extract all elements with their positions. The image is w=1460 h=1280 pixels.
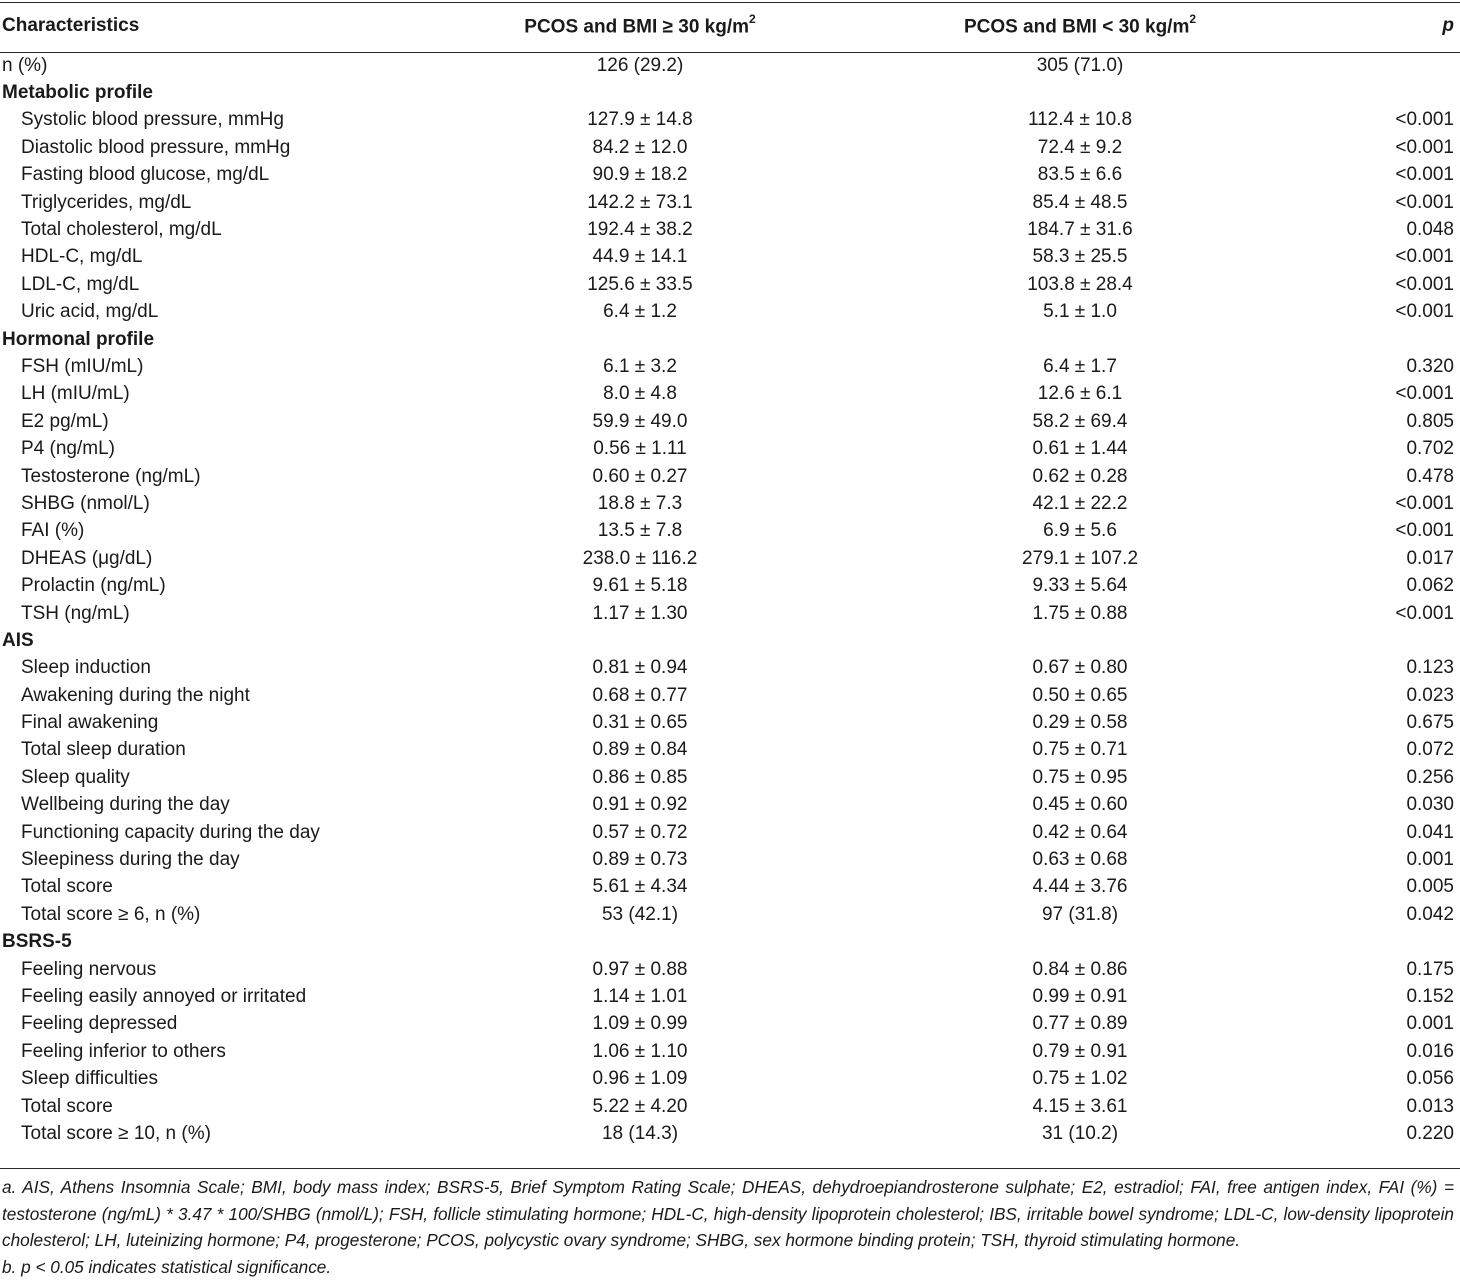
- header-bmi-high: PCOS and BMI ≥ 30 $kg/m^2$: [420, 0, 860, 52]
- value-bmi-high: 0.60 ± 0.27: [420, 463, 860, 490]
- row-label: E2 pg/mL): [0, 408, 420, 435]
- value-bmi-high: 1.06 ± 1.10: [420, 1038, 860, 1065]
- value-bmi-low: 72.4 ± 9.2: [860, 134, 1300, 161]
- value-bmi-low: 4.44 ± 3.76: [860, 874, 1300, 901]
- p-value: 0.005: [1300, 874, 1460, 901]
- table-row: [0, 353, 1460, 380]
- p-value: 0.042: [1300, 901, 1460, 928]
- table-row: [0, 1093, 1460, 1120]
- table-row: [0, 299, 1460, 326]
- table-row: [0, 107, 1460, 134]
- value-bmi-high: 18.8 ± 7.3: [420, 490, 860, 517]
- value-bmi-high: 1.09 ± 0.99: [420, 1011, 860, 1038]
- value-bmi-low: 1.75 ± 0.88: [860, 600, 1300, 627]
- value-bmi-high: 5.22 ± 4.20: [420, 1093, 860, 1120]
- row-label: SHBG (nmol/L): [0, 490, 420, 517]
- p-value: 0.048: [1300, 216, 1460, 243]
- row-label: LDL-C, mg/dL: [0, 271, 420, 298]
- table-row: [0, 1065, 1460, 1092]
- value-bmi-high: 13.5 ± 7.8: [420, 518, 860, 545]
- value-bmi-high: 142.2 ± 73.1: [420, 189, 860, 216]
- p-value: 0.675: [1300, 709, 1460, 736]
- table-row: [0, 983, 1460, 1010]
- row-label: FAI (%): [0, 518, 420, 545]
- row-label: Sleep induction: [0, 655, 420, 682]
- value-bmi-high: 1.14 ± 1.01: [420, 983, 860, 1010]
- value-bmi-high: 0.57 ± 0.72: [420, 819, 860, 846]
- p-value: 0.175: [1300, 956, 1460, 983]
- value-bmi-high: 0.89 ± 0.84: [420, 737, 860, 764]
- table-footnotes: [2, 1174, 1454, 1280]
- row-label: Total cholesterol, mg/dL: [0, 216, 420, 243]
- table-row: [0, 545, 1460, 572]
- section-row: [0, 627, 1460, 654]
- value-bmi-high: 0.97 ± 0.88: [420, 956, 860, 983]
- table-row: [0, 792, 1460, 819]
- row-label: Uric acid, mg/dL: [0, 299, 420, 326]
- p-value: 0.478: [1300, 463, 1460, 490]
- p-value: [1300, 52, 1460, 79]
- header-p-value: p: [1300, 0, 1460, 52]
- row-label: Diastolic blood pressure, mmHg: [0, 134, 420, 161]
- table-row: [0, 52, 1460, 79]
- value-bmi-low: 83.5 ± 6.6: [860, 162, 1300, 189]
- p-value: 0.220: [1300, 1120, 1460, 1147]
- row-label: Triglycerides, mg/dL: [0, 189, 420, 216]
- header-bmi-low: PCOS and BMI < 30 $kg/m^2$: [860, 0, 1300, 52]
- value-bmi-low: 0.67 ± 0.80: [860, 655, 1300, 682]
- value-bmi-low: 5.1 ± 1.0: [860, 299, 1300, 326]
- row-label: Feeling inferior to others: [0, 1038, 420, 1065]
- value-bmi-low: 0.84 ± 0.86: [860, 956, 1300, 983]
- value-bmi-high: 127.9 ± 14.8: [420, 107, 860, 134]
- value-bmi-high: 0.68 ± 0.77: [420, 682, 860, 709]
- value-bmi-low: 112.4 ± 10.8: [860, 107, 1300, 134]
- table-row: [0, 381, 1460, 408]
- table-row: [0, 764, 1460, 791]
- row-label: n (%): [0, 52, 420, 79]
- value-bmi-low: 0.75 ± 0.95: [860, 764, 1300, 791]
- table-row: [0, 572, 1460, 599]
- table-row: [0, 709, 1460, 736]
- value-bmi-high: 59.9 ± 49.0: [420, 408, 860, 435]
- value-bmi-high: 192.4 ± 38.2: [420, 216, 860, 243]
- value-bmi-low: 6.9 ± 5.6: [860, 518, 1300, 545]
- value-bmi-high: 44.9 ± 14.1: [420, 244, 860, 271]
- row-label: Feeling easily annoyed or irritated: [0, 983, 420, 1010]
- value-bmi-high: 53 (42.1): [420, 901, 860, 928]
- p-value: 0.001: [1300, 846, 1460, 873]
- row-label: HDL-C, mg/dL: [0, 244, 420, 271]
- section-label: Metabolic profile: [0, 79, 1460, 106]
- section-label: Hormonal profile: [0, 326, 1460, 353]
- table-row: [0, 737, 1460, 764]
- p-value: <0.001: [1300, 271, 1460, 298]
- row-label: Sleepiness during the day: [0, 846, 420, 873]
- row-label: DHEAS (μg/dL): [0, 545, 420, 572]
- p-value: 0.041: [1300, 819, 1460, 846]
- row-label: Feeling nervous: [0, 956, 420, 983]
- value-bmi-low: 0.50 ± 0.65: [860, 682, 1300, 709]
- table-row: [0, 134, 1460, 161]
- table-row: [0, 435, 1460, 462]
- value-bmi-high: 6.4 ± 1.2: [420, 299, 860, 326]
- p-value: 0.805: [1300, 408, 1460, 435]
- table-row: [0, 244, 1460, 271]
- value-bmi-high: 0.91 ± 0.92: [420, 792, 860, 819]
- value-bmi-low: 0.75 ± 1.02: [860, 1065, 1300, 1092]
- value-bmi-low: 0.61 ± 1.44: [860, 435, 1300, 462]
- p-value: 0.702: [1300, 435, 1460, 462]
- table-row: [0, 189, 1460, 216]
- table-row: [0, 874, 1460, 901]
- row-label: Awakening during the night: [0, 682, 420, 709]
- value-bmi-high: 1.17 ± 1.30: [420, 600, 860, 627]
- p-value: 0.030: [1300, 792, 1460, 819]
- row-label: Functioning capacity during the day: [0, 819, 420, 846]
- header-row: [0, 0, 1460, 52]
- table-row: [0, 518, 1460, 545]
- value-bmi-high: 90.9 ± 18.2: [420, 162, 860, 189]
- table-row: [0, 846, 1460, 873]
- table-row: [0, 463, 1460, 490]
- p-value: <0.001: [1300, 107, 1460, 134]
- footnote-significance: b. p < 0.05 indicates statistical significance.: [2, 1254, 1454, 1280]
- value-bmi-high: 0.56 ± 1.11: [420, 435, 860, 462]
- table-row: [0, 271, 1460, 298]
- p-value: <0.001: [1300, 600, 1460, 627]
- value-bmi-low: 85.4 ± 48.5: [860, 189, 1300, 216]
- value-bmi-low: 31 (10.2): [860, 1120, 1300, 1147]
- value-bmi-high: 126 (29.2): [420, 52, 860, 79]
- p-value: 0.013: [1300, 1093, 1460, 1120]
- value-bmi-low: 0.62 ± 0.28: [860, 463, 1300, 490]
- table-row: [0, 216, 1460, 243]
- value-bmi-high: 6.1 ± 3.2: [420, 353, 860, 380]
- footnote-abbreviations: a. AIS, Athens Insomnia Scale; BMI, body mass index; BSRS-5, Brief Symptom Rating Scale; DHEAS, dehydroepiandrosterone sulphate; E2, estradiol; FAI, free antigen index, FAI (%) = testosterone (ng/mL) * 3.47 * 100/SHBG (nmol/L); FSH, follicle stimulating hormone; HDL-C, high-density lipoprotein cholesterol; IBS, irritable bowel syndrome; LDL-C, low-density lipoprotein cholesterol; LH, luteinizing hormone; P4, progesterone; PCOS, polycystic ovary syndrome; SHBG, sex hormone binding protein; TSH, thyroid stimulating hormone.: [2, 1174, 1454, 1254]
- row-label: Sleep difficulties: [0, 1065, 420, 1092]
- section-label: AIS: [0, 627, 1460, 654]
- value-bmi-high: 18 (14.3): [420, 1120, 860, 1147]
- p-value: 0.001: [1300, 1011, 1460, 1038]
- p-value: 0.023: [1300, 682, 1460, 709]
- value-bmi-low: 42.1 ± 22.2: [860, 490, 1300, 517]
- row-label: Total score ≥ 10, n (%): [0, 1120, 420, 1147]
- value-bmi-low: 0.63 ± 0.68: [860, 846, 1300, 873]
- row-label: Total score: [0, 1093, 420, 1120]
- section-label: BSRS-5: [0, 929, 1460, 956]
- p-value: <0.001: [1300, 490, 1460, 517]
- row-label: TSH (ng/mL): [0, 600, 420, 627]
- p-value: <0.001: [1300, 518, 1460, 545]
- table-row: [0, 956, 1460, 983]
- p-value: <0.001: [1300, 189, 1460, 216]
- table-row: [0, 1011, 1460, 1038]
- p-value: <0.001: [1300, 134, 1460, 161]
- value-bmi-high: 5.61 ± 4.34: [420, 874, 860, 901]
- value-bmi-low: 305 (71.0): [860, 52, 1300, 79]
- table-row: [0, 162, 1460, 189]
- value-bmi-high: 0.86 ± 0.85: [420, 764, 860, 791]
- row-label: Total score ≥ 6, n (%): [0, 901, 420, 928]
- value-bmi-low: 0.42 ± 0.64: [860, 819, 1300, 846]
- header-characteristics: Characteristics: [0, 0, 420, 52]
- value-bmi-high: 9.61 ± 5.18: [420, 572, 860, 599]
- table-row: [0, 600, 1460, 627]
- value-bmi-high: 0.81 ± 0.94: [420, 655, 860, 682]
- value-bmi-low: 58.3 ± 25.5: [860, 244, 1300, 271]
- row-label: Total sleep duration: [0, 737, 420, 764]
- value-bmi-high: 238.0 ± 116.2: [420, 545, 860, 572]
- table-row: [0, 408, 1460, 435]
- row-label: Prolactin (ng/mL): [0, 572, 420, 599]
- value-bmi-low: 12.6 ± 6.1: [860, 381, 1300, 408]
- value-bmi-low: 103.8 ± 28.4: [860, 271, 1300, 298]
- table-header: [0, 0, 1460, 52]
- value-bmi-high: 8.0 ± 4.8: [420, 381, 860, 408]
- p-value: 0.152: [1300, 983, 1460, 1010]
- table-row: [0, 490, 1460, 517]
- value-bmi-low: 6.4 ± 1.7: [860, 353, 1300, 380]
- p-value: <0.001: [1300, 244, 1460, 271]
- value-bmi-high: 84.2 ± 12.0: [420, 134, 860, 161]
- value-bmi-high: 0.31 ± 0.65: [420, 709, 860, 736]
- row-label: Wellbeing during the day: [0, 792, 420, 819]
- row-label: Systolic blood pressure, mmHg: [0, 107, 420, 134]
- p-value: 0.017: [1300, 545, 1460, 572]
- p-value: <0.001: [1300, 299, 1460, 326]
- row-label: LH (mIU/mL): [0, 381, 420, 408]
- value-bmi-low: 97 (31.8): [860, 901, 1300, 928]
- p-value: 0.123: [1300, 655, 1460, 682]
- row-label: Feeling depressed: [0, 1011, 420, 1038]
- value-bmi-low: 0.45 ± 0.60: [860, 792, 1300, 819]
- table-row: [0, 682, 1460, 709]
- table-row: [0, 819, 1460, 846]
- section-row: [0, 326, 1460, 353]
- value-bmi-high: 0.96 ± 1.09: [420, 1065, 860, 1092]
- p-value: <0.001: [1300, 162, 1460, 189]
- table-row: [0, 1120, 1460, 1147]
- value-bmi-low: 0.79 ± 0.91: [860, 1038, 1300, 1065]
- section-row: [0, 79, 1460, 106]
- p-value: <0.001: [1300, 381, 1460, 408]
- section-row: [0, 929, 1460, 956]
- row-label: Final awakening: [0, 709, 420, 736]
- row-label: Sleep quality: [0, 764, 420, 791]
- table-body: [0, 52, 1460, 1148]
- row-label: Fasting blood glucose, mg/dL: [0, 162, 420, 189]
- p-value: 0.016: [1300, 1038, 1460, 1065]
- table-row: [0, 901, 1460, 928]
- p-value: 0.062: [1300, 572, 1460, 599]
- table-row: [0, 1038, 1460, 1065]
- row-label: P4 (ng/mL): [0, 435, 420, 462]
- row-label: Total score: [0, 874, 420, 901]
- value-bmi-low: 4.15 ± 3.61: [860, 1093, 1300, 1120]
- p-value: 0.320: [1300, 353, 1460, 380]
- value-bmi-low: 9.33 ± 5.64: [860, 572, 1300, 599]
- value-bmi-low: 0.99 ± 0.91: [860, 983, 1300, 1010]
- p-value: 0.056: [1300, 1065, 1460, 1092]
- value-bmi-low: 184.7 ± 31.6: [860, 216, 1300, 243]
- table-row: [0, 655, 1460, 682]
- value-bmi-low: 0.75 ± 0.71: [860, 737, 1300, 764]
- value-bmi-low: 0.77 ± 0.89: [860, 1011, 1300, 1038]
- row-label: Testosterone (ng/mL): [0, 463, 420, 490]
- value-bmi-high: 125.6 ± 33.5: [420, 271, 860, 298]
- value-bmi-low: 279.1 ± 107.2: [860, 545, 1300, 572]
- value-bmi-low: 58.2 ± 69.4: [860, 408, 1300, 435]
- table-bottom-rule: [0, 1168, 1460, 1169]
- p-value: 0.256: [1300, 764, 1460, 791]
- row-label: FSH (mIU/mL): [0, 353, 420, 380]
- value-bmi-low: 0.29 ± 0.58: [860, 709, 1300, 736]
- value-bmi-high: 0.89 ± 0.73: [420, 846, 860, 873]
- p-value: 0.072: [1300, 737, 1460, 764]
